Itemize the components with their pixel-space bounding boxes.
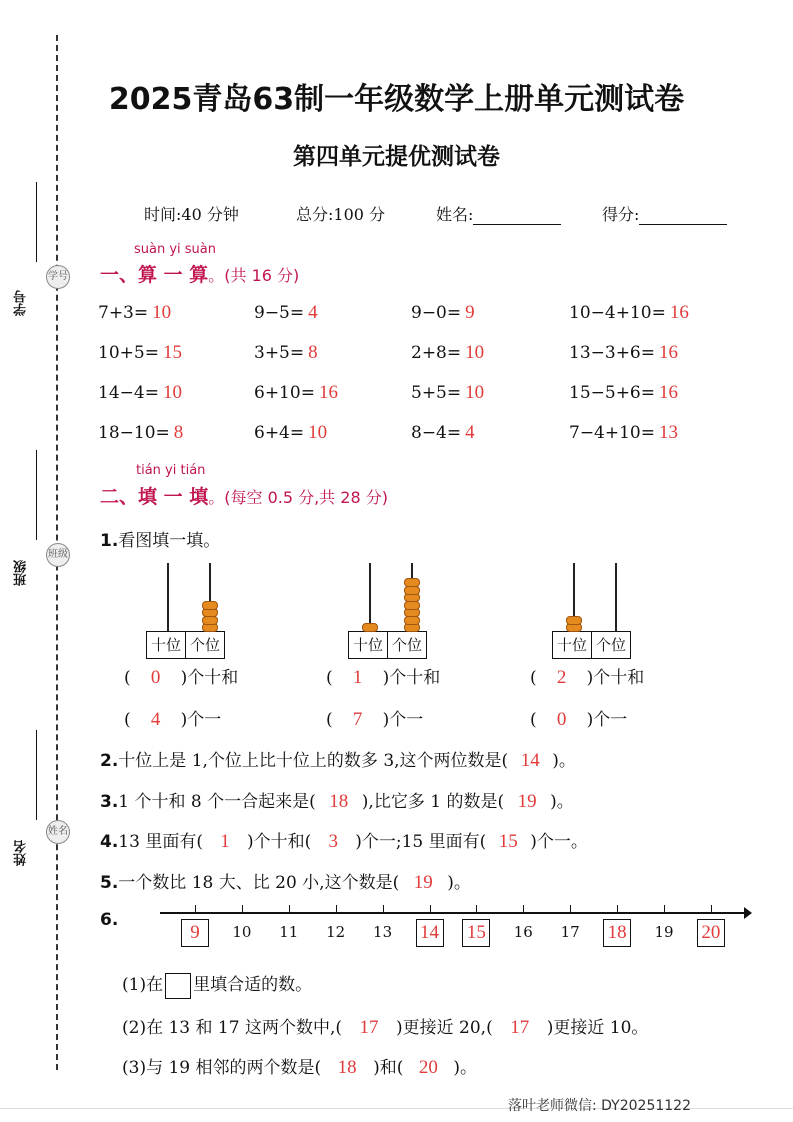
tens-label: 十位 xyxy=(353,636,384,654)
answer[interactable]: 17 xyxy=(510,1017,530,1038)
binding-hole: 学号 xyxy=(46,265,70,289)
number-line-tick xyxy=(711,905,712,913)
number-line-tick xyxy=(523,905,524,913)
equation-question: 15−5+6= xyxy=(569,383,655,403)
question-number: 1. xyxy=(100,531,119,551)
name-label: 姓名: xyxy=(436,205,474,224)
section1-heading xyxy=(100,260,299,287)
question-text: 十位上是 1,个位上比十位上的数多 3,这个两位数是( xyxy=(118,751,509,771)
question-text: (1)在 xyxy=(122,975,164,995)
section2-pinyin: tián yi tián xyxy=(136,463,206,478)
question-text-end: )个一。 xyxy=(530,832,588,852)
answer[interactable]: 3 xyxy=(328,831,338,852)
paren: ( xyxy=(124,668,131,688)
side-blank-line xyxy=(36,730,37,820)
tens-label: 十位 xyxy=(557,636,588,654)
number-line-tick xyxy=(336,905,337,913)
equation-question: 5+5= xyxy=(411,383,462,403)
section2-heading xyxy=(100,482,388,509)
question-3 xyxy=(100,787,574,813)
number-line-axis xyxy=(160,912,748,914)
number-line-label: 17 xyxy=(560,923,580,941)
equation-answer[interactable]: 10 xyxy=(465,382,485,403)
equation-answer[interactable]: 16 xyxy=(669,302,689,323)
question-text-end: )更接近 10。 xyxy=(546,1018,649,1038)
student-id-label: 学号 xyxy=(14,290,29,316)
equation xyxy=(98,422,183,444)
abacus-answer-row xyxy=(326,663,440,689)
tens-rod xyxy=(167,563,169,631)
question-text: 里填合适的数。 xyxy=(193,975,313,995)
tens-bead xyxy=(566,616,582,625)
section2-note: 。(每空 0.5 分,共 28 分) xyxy=(208,488,388,507)
number-line-answer-box[interactable]: 20 xyxy=(697,919,725,947)
equation-question: 8−4= xyxy=(411,423,462,443)
equation-answer[interactable]: 10 xyxy=(162,382,182,403)
number-line-tick xyxy=(430,905,431,913)
time-info: 时间:40 分钟 xyxy=(144,205,239,224)
paren: ( xyxy=(326,668,333,688)
equation-question: 9−5= xyxy=(254,303,305,323)
binding-hole: 姓名 xyxy=(46,820,70,844)
equation xyxy=(254,422,327,444)
equation-question: 18−10= xyxy=(98,423,170,443)
page-subtitle: 第四单元提优测试卷 xyxy=(293,144,500,170)
page-title: 2025青岛63制一年级数学上册单元测试卷 xyxy=(108,82,685,117)
question-text-end: )。 xyxy=(550,792,574,812)
tens-label: 十位 xyxy=(151,636,182,654)
number-line-label: 11 xyxy=(279,923,299,941)
number-line-answer-box[interactable]: 14 xyxy=(416,919,444,947)
equation-question: 6+10= xyxy=(254,383,315,403)
question-6-part-2 xyxy=(122,1013,648,1039)
number-line-label: 12 xyxy=(326,923,346,941)
number-line-label: 13 xyxy=(373,923,393,941)
answer[interactable]: 2 xyxy=(556,667,567,688)
number-line-answer-box[interactable]: 15 xyxy=(462,919,490,947)
abacus-answer-row xyxy=(530,663,644,689)
paren: ( xyxy=(530,710,537,730)
name-blank[interactable] xyxy=(473,206,561,225)
question-5 xyxy=(100,868,471,894)
place-value-board xyxy=(552,631,631,659)
equation-answer[interactable]: 4 xyxy=(308,302,318,323)
equation-question: 7−4+10= xyxy=(569,423,655,443)
name-field[interactable] xyxy=(436,202,561,225)
equation-question: 10+5= xyxy=(98,343,159,363)
question-text: )个十和 xyxy=(586,668,645,688)
ones-bead xyxy=(202,601,218,610)
answer[interactable]: 0 xyxy=(150,667,161,688)
question-text-end: )。 xyxy=(453,1058,478,1078)
number-line-label: 19 xyxy=(654,923,674,941)
question-text: )个一;15 里面有( xyxy=(355,832,487,852)
tens-rod xyxy=(369,563,371,631)
name-side-label: 姓名 xyxy=(14,840,29,866)
number-line-tick xyxy=(383,905,384,913)
answer[interactable]: 19 xyxy=(413,872,433,893)
question-text: )更接近 20,( xyxy=(396,1018,493,1038)
equation xyxy=(569,382,678,404)
equation-question: 2+8= xyxy=(411,343,462,363)
question-number: 3. xyxy=(100,792,119,812)
answer[interactable]: 19 xyxy=(517,791,537,812)
place-value-board xyxy=(146,631,225,659)
total-score-info: 总分:100 分 xyxy=(296,205,386,224)
equation-question: 6+4= xyxy=(254,423,305,443)
equation-question: 3+5= xyxy=(254,343,305,363)
question-number: 6. xyxy=(100,910,119,930)
equation xyxy=(254,382,338,404)
number-line-tick xyxy=(617,905,618,913)
number-line-tick xyxy=(664,905,665,913)
question-6-part-1 xyxy=(122,970,312,999)
equation xyxy=(98,302,171,324)
question-number: 2. xyxy=(100,751,119,771)
number-line-tick xyxy=(195,905,196,913)
ones-bead xyxy=(404,578,420,587)
answer[interactable]: 18 xyxy=(329,791,349,812)
equation xyxy=(569,422,678,444)
abacus-answer-row xyxy=(530,705,627,731)
abacus-answer-row xyxy=(326,705,423,731)
tens-bead xyxy=(362,623,378,632)
equation-answer[interactable]: 8 xyxy=(308,342,318,363)
score-field[interactable] xyxy=(602,202,727,225)
question-number: 4. xyxy=(100,832,119,852)
equation-answer[interactable]: 9 xyxy=(465,302,475,323)
equation xyxy=(411,302,475,324)
number-line-answer-box[interactable]: 9 xyxy=(181,919,209,947)
number-line-tick xyxy=(476,905,477,913)
number-line-label: 16 xyxy=(513,923,533,941)
question-text: (3)与 19 相邻的两个数是( xyxy=(122,1058,322,1078)
equation-question: 9−0= xyxy=(411,303,462,323)
question-text: )和( xyxy=(373,1058,404,1078)
number-line-tick xyxy=(289,905,290,913)
equation-answer[interactable]: 15 xyxy=(162,342,182,363)
equation xyxy=(411,382,484,404)
number-line-answer-box[interactable]: 18 xyxy=(603,919,631,947)
equation xyxy=(569,342,678,364)
question-text: )个一 xyxy=(382,710,424,730)
question-1 xyxy=(100,526,220,551)
number-line-arrow-icon xyxy=(744,907,752,919)
side-blank-line xyxy=(36,182,37,262)
paren: ( xyxy=(124,710,131,730)
question-text: )个一 xyxy=(180,710,222,730)
equation-answer[interactable]: 16 xyxy=(659,342,678,363)
section1-note: 。(共 16 分) xyxy=(208,266,300,285)
question-text: )个十和 xyxy=(180,668,239,688)
equation-question: 10−4+10= xyxy=(569,303,666,323)
side-blank-line xyxy=(36,450,37,540)
answer[interactable]: 1 xyxy=(352,667,363,688)
answer[interactable]: 14 xyxy=(520,750,540,771)
equation-question: 14−4= xyxy=(98,383,159,403)
question-6-number xyxy=(100,910,118,930)
question-4 xyxy=(100,827,588,853)
section1-pinyin: suàn yi suàn xyxy=(134,242,217,257)
equation xyxy=(411,342,484,364)
answer[interactable]: 0 xyxy=(556,709,567,730)
question-text: 看图填一填。 xyxy=(118,531,221,551)
equation xyxy=(411,422,475,444)
equation-answer[interactable]: 8 xyxy=(173,422,184,443)
paren: ( xyxy=(530,668,537,688)
answer[interactable]: 20 xyxy=(418,1057,438,1078)
ones-label: 个位 xyxy=(387,632,426,658)
equation-question: 7+3= xyxy=(98,303,149,323)
equation xyxy=(254,342,318,364)
abacus-answer-row xyxy=(124,663,238,689)
equation-question: 13−3+6= xyxy=(569,343,655,363)
score-blank[interactable] xyxy=(639,206,727,225)
paren: ( xyxy=(326,710,333,730)
equation-answer[interactable]: 13 xyxy=(659,422,678,443)
answer[interactable]: 15 xyxy=(498,831,518,852)
question-text: 13 里面有( xyxy=(118,832,203,852)
section2-title: 二、填 一 填 xyxy=(100,486,209,508)
number-line-label: 10 xyxy=(232,923,252,941)
abacus-answer-row xyxy=(124,705,221,731)
footer-text: 落叶老师微信: DY20251122 xyxy=(508,1098,691,1114)
equation-answer[interactable]: 16 xyxy=(318,382,338,403)
empty-box-icon xyxy=(165,973,191,999)
question-number: 5. xyxy=(100,873,119,893)
ones-label: 个位 xyxy=(591,632,630,658)
question-text: )个一 xyxy=(586,710,628,730)
question-text-end: )。 xyxy=(447,873,471,893)
answer[interactable]: 17 xyxy=(359,1017,379,1038)
equation xyxy=(569,302,689,324)
answer[interactable]: 7 xyxy=(352,709,363,730)
number-line-tick xyxy=(570,905,571,913)
equation-answer[interactable]: 16 xyxy=(659,382,678,403)
equation-answer[interactable]: 10 xyxy=(308,422,328,443)
question-2 xyxy=(100,746,576,772)
equation xyxy=(98,342,182,364)
question-text: ),比它多 1 的数是( xyxy=(361,792,505,812)
question-text: (2)在 13 和 17 这两个数中,( xyxy=(122,1018,342,1038)
number-line-tick xyxy=(242,905,243,913)
equation-answer[interactable]: 10 xyxy=(465,342,485,363)
equation-answer[interactable]: 10 xyxy=(152,302,172,323)
equation xyxy=(254,302,318,324)
answer[interactable]: 1 xyxy=(220,831,230,852)
question-text-end: )。 xyxy=(552,751,576,771)
answer[interactable]: 18 xyxy=(337,1057,357,1078)
ones-label: 个位 xyxy=(185,632,224,658)
binding-hole: 班级 xyxy=(46,543,70,567)
class-label: 班级 xyxy=(14,560,29,586)
score-label: 得分: xyxy=(602,205,640,224)
question-6-part-3 xyxy=(122,1053,477,1079)
question-text: 1 个十和 8 个一合起来是( xyxy=(118,792,316,812)
ones-rod xyxy=(615,563,617,631)
section1-title: 一、算 一 算 xyxy=(100,264,209,286)
place-value-board xyxy=(348,631,427,659)
answer[interactable]: 4 xyxy=(150,709,161,730)
question-text: 一个数比 18 大、比 20 小,这个数是( xyxy=(118,873,400,893)
question-text: )个十和( xyxy=(246,832,312,852)
equation-answer[interactable]: 4 xyxy=(465,422,475,443)
equation xyxy=(98,382,182,404)
question-text: )个十和 xyxy=(382,668,441,688)
